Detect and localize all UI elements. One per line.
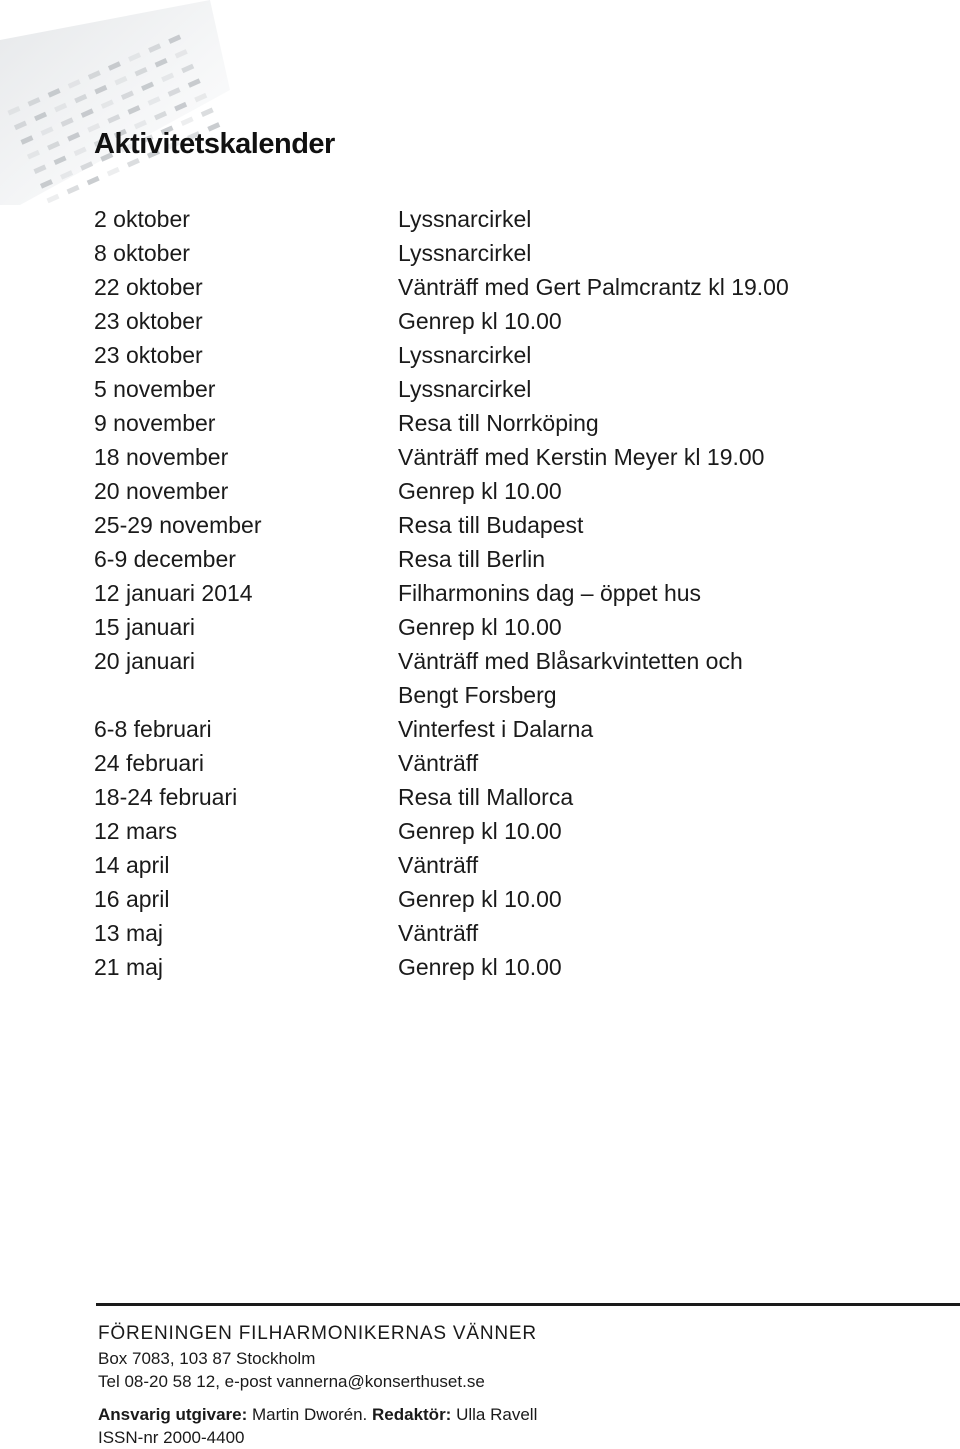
event-date: 12 januari 2014 xyxy=(94,580,253,606)
event-row xyxy=(94,610,934,644)
event-date: 14 april xyxy=(94,852,170,878)
event-description: Bengt Forsberg xyxy=(398,682,557,708)
event-date: 23 oktober xyxy=(94,342,203,368)
event-row xyxy=(94,780,934,814)
event-row xyxy=(94,406,934,440)
event-row xyxy=(94,440,934,474)
credits-line xyxy=(98,1403,938,1426)
event-date: 18 november xyxy=(94,444,229,470)
page-title: Aktivitetskalender xyxy=(94,128,335,160)
event-description: Lyssnarcirkel xyxy=(398,240,532,266)
event-description: Vänträff xyxy=(398,852,479,878)
event-description: Genrep kl 10.00 xyxy=(398,614,562,640)
event-description: Vänträff med Gert Palmcrantz kl 19.00 xyxy=(398,274,789,300)
editor-name: Ulla Ravell xyxy=(456,1405,538,1424)
event-row xyxy=(94,372,934,406)
event-date: 24 februari xyxy=(94,750,204,776)
event-date: 25-29 november xyxy=(94,512,262,538)
event-date: 15 januari xyxy=(94,614,196,640)
event-date xyxy=(94,678,398,712)
event-date: 21 maj xyxy=(94,954,164,980)
event-row xyxy=(94,746,934,780)
event-date: 12 mars xyxy=(94,818,178,844)
event-description: Lyssnarcirkel xyxy=(398,376,532,402)
event-row xyxy=(94,236,934,270)
event-row xyxy=(94,338,934,372)
event-description: Vinterfest i Dalarna xyxy=(398,716,594,742)
event-description: Genrep kl 10.00 xyxy=(398,308,562,334)
event-row xyxy=(94,848,934,882)
publisher-label: Ansvarig utgivare: xyxy=(98,1405,248,1424)
event-date: 20 januari xyxy=(94,648,196,674)
event-date: 18-24 februari xyxy=(94,784,238,810)
event-row xyxy=(94,474,934,508)
event-row xyxy=(94,304,934,338)
event-row xyxy=(94,882,934,916)
event-date: 2 oktober xyxy=(94,206,190,232)
event-description: Vänträff xyxy=(398,750,479,776)
event-description: Resa till Mallorca xyxy=(398,784,574,810)
event-description: Resa till Budapest xyxy=(398,512,584,538)
event-description: Resa till Berlin xyxy=(398,546,545,572)
event-description: Lyssnarcirkel xyxy=(398,206,532,232)
event-date: 20 november xyxy=(94,478,229,504)
issn-number: ISSN-nr 2000-4400 xyxy=(98,1428,245,1447)
event-date: 22 oktober xyxy=(94,274,203,300)
event-row xyxy=(94,712,934,746)
footer xyxy=(98,1320,938,1449)
footer-divider xyxy=(96,1303,960,1306)
event-row xyxy=(94,508,934,542)
event-date: 16 april xyxy=(94,886,170,912)
event-date: 9 november xyxy=(94,410,216,436)
event-date: 13 maj xyxy=(94,920,164,946)
event-row xyxy=(94,644,934,678)
contact-info: Tel 08-20 58 12, e-post vannerna@konserthuset.se xyxy=(98,1372,485,1391)
event-row xyxy=(94,576,934,610)
event-description: Lyssnarcirkel xyxy=(398,342,532,368)
event-description: Genrep kl 10.00 xyxy=(398,886,562,912)
event-row xyxy=(94,916,934,950)
event-list xyxy=(94,202,934,984)
event-date: 5 november xyxy=(94,376,216,402)
event-row xyxy=(94,202,934,236)
calendar-photo xyxy=(0,0,300,205)
event-description: Vänträff med Kerstin Meyer kl 19.00 xyxy=(398,444,765,470)
event-description: Genrep kl 10.00 xyxy=(398,954,562,980)
organization-name: FÖRENINGEN FILHARMONIKERNAS VÄNNER xyxy=(98,1323,537,1344)
event-date: 8 oktober xyxy=(94,240,190,266)
event-row xyxy=(94,950,934,984)
event-row xyxy=(94,678,934,712)
event-description: Genrep kl 10.00 xyxy=(398,478,562,504)
event-row xyxy=(94,270,934,304)
editor-label: Redaktör: xyxy=(372,1405,452,1424)
event-description: Genrep kl 10.00 xyxy=(398,818,562,844)
event-description: Filharmonins dag – öppet hus xyxy=(398,580,702,606)
event-description: Vänträff med Blåsarkvintetten och xyxy=(398,648,743,674)
event-description: Resa till Norrköping xyxy=(398,410,599,436)
event-row xyxy=(94,814,934,848)
event-description: Vänträff xyxy=(398,920,479,946)
event-row xyxy=(94,542,934,576)
event-date: 6-9 december xyxy=(94,546,236,572)
event-date: 6-8 februari xyxy=(94,716,212,742)
publisher-name: Martin Dworén. xyxy=(252,1405,368,1424)
event-date: 23 oktober xyxy=(94,308,203,334)
postal-address: Box 7083, 103 87 Stockholm xyxy=(98,1349,316,1368)
